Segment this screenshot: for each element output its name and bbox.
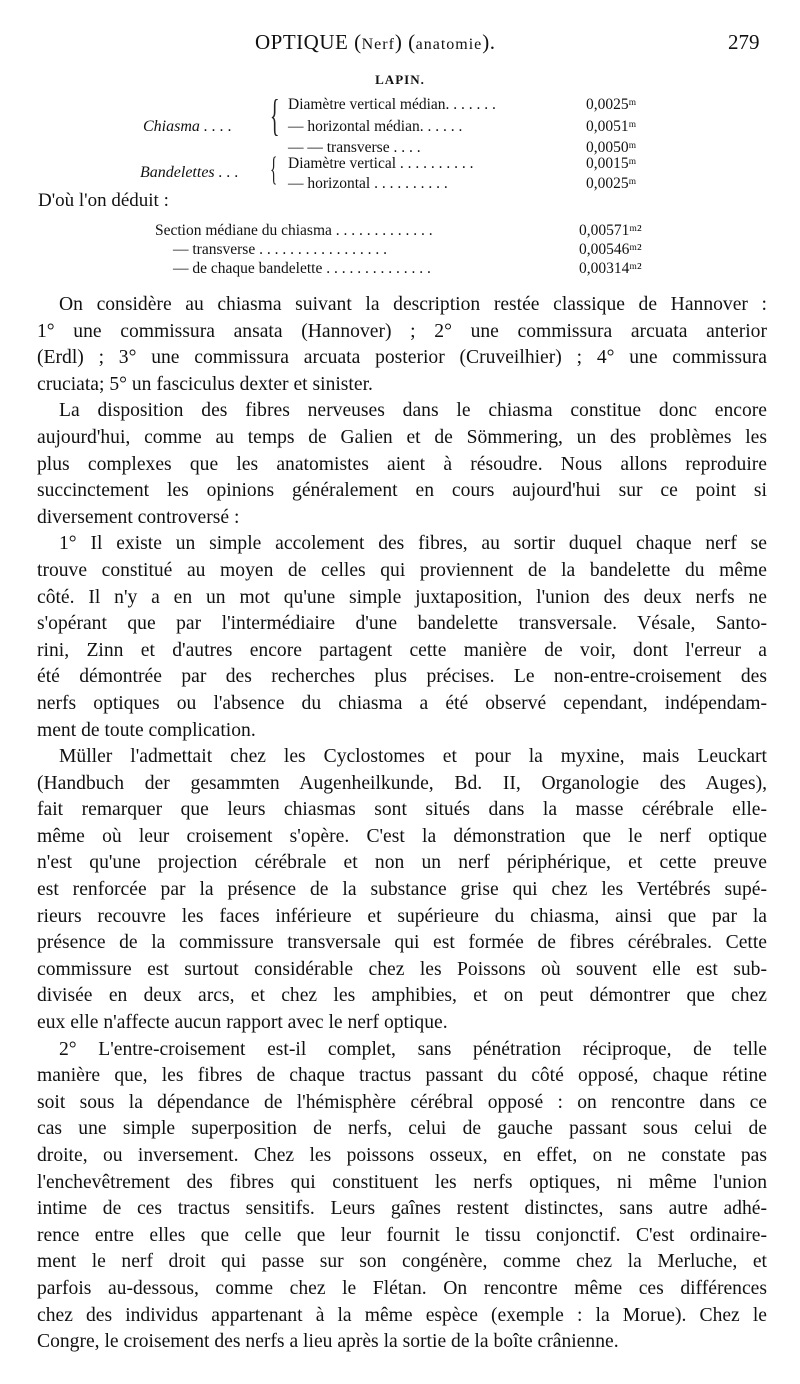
derived-row-2-label: — transverse . . . . . . . . . . . . . . . . . (173, 241, 387, 258)
chiasma-brace: { (270, 91, 280, 140)
text-line: cruciata; 5° un fasciculus dexter et sinister. (37, 373, 373, 395)
text-line: côté. Il n'y a en un mot qu'une simple juxtaposition, l'union des deux nerfs ne (37, 586, 767, 608)
text-line: eux elle n'affecte aucun rapport avec le nerf optique. (37, 1012, 448, 1034)
header-title-mid: ) ( (394, 30, 416, 54)
text-line: s'opérant que par l'intermédiaire d'une bandelette transversale. Vésale, Santo- (37, 613, 767, 635)
text-line: diversement controversé : (37, 506, 240, 528)
text-line: présence de la commissure transversale qui est formée de fibres cérébrales. Cette (37, 932, 767, 954)
text-line: 2° L'entre-croisement est-il complet, sans pénétration réciproque, de telle (59, 1038, 767, 1060)
text-line: été démontrée par des recherches plus précises. Le non-entre-croisement des (37, 666, 767, 688)
text-line: manière que, les fibres de chaque tractus passant du côté opposé, chaque rétine (37, 1065, 767, 1087)
paragraph-2 (37, 398, 767, 531)
measure-row-1-value: 0,0025ᵐ (586, 96, 637, 113)
text-line: même où leur croisement s'opère. C'est la démonstration que le nerf optique (37, 825, 767, 847)
bandelettes-brace: { (270, 151, 278, 188)
header-title-end: ). (482, 30, 496, 54)
text-line: est renforcée par la présence de la substance grise qui chez les Vertébrés supé- (37, 879, 767, 901)
header-title-anatomie: anatomie (415, 36, 483, 53)
measure-row-5-label: — horizontal . . . . . . . . . . (288, 175, 448, 192)
text-line: droite, ou inversement. Chez les poissons osseux, en effet, on ne constate pas (37, 1145, 767, 1166)
header-title-nerf: Nerf (361, 36, 395, 53)
text-line: aujourd'hui, comme au temps de Galien et de Sömmering, un des problèmes les (37, 426, 767, 448)
paragraph-1 (37, 292, 767, 398)
measure-row-2-value: 0,0051ᵐ (586, 118, 637, 135)
bandelettes-label: Bandelettes . . . (140, 164, 239, 181)
table-heading: LAPIN. (375, 72, 425, 87)
derived-row-1-label: Section médiane du chiasma . . . . . . . . . . . . . (155, 222, 433, 239)
derived-row-3-label: — de chaque bandelette . . . . . . . . . . . . . . (173, 260, 431, 277)
text-line: n'est qu'une projection cérébrale et non un nerf périphérique, et cette preuve (37, 852, 767, 874)
derived-row-3-value: 0,00314ᵐ² (579, 260, 642, 277)
text-line: 1° une commissura ansata (Hannover) ; 2° une commissura arcuata anterior (37, 320, 767, 342)
text-line: fait remarquer que leurs chiasmas sont situés dans la masse cérébrale elle- (37, 799, 767, 821)
text-line: 1° Il existe un simple accolement des fibres, au sortir duquel chaque nerf se (59, 533, 767, 555)
text-line: ment de toute complication. (37, 719, 256, 741)
text-line: intime de ces tractus sensitifs. Leurs gaînes restent distinctes, sans autre adhé- (37, 1198, 767, 1220)
text-line: rini, Zinn et d'autres encore partagent cette manière de voir, dont l'erreur a (37, 639, 767, 661)
paragraph-5 (37, 1037, 767, 1356)
measure-row-2-label: — horizontal médian. . . . . . (288, 118, 463, 135)
derived-row-2-value: 0,00546ᵐ² (579, 241, 642, 258)
text-line: rieurs recouvre les faces inférieure et supérieure du chiasma, ainsi que par la (37, 905, 767, 927)
chiasma-label: Chiasma . . . . (143, 118, 232, 135)
paragraph-3 (37, 531, 767, 744)
text-line: soit sous la dépendance de l'hémisphère cérébral opposé : on rencontre dans ce (37, 1091, 767, 1113)
deduit-heading: D'où l'on déduit : (38, 190, 169, 211)
text-line: On considère au chiasma suivant la description restée classique de Hannover : (59, 294, 767, 315)
text-line: nerfs optiques ou l'absence du chiasma a été observé cependant, indépendam- (37, 692, 767, 714)
header-title (255, 30, 496, 55)
measure-row-3-value: 0,0050ᵐ (586, 139, 637, 156)
page-number: 279 (728, 30, 760, 54)
measure-row-1-label: Diamètre vertical médian. . . . . . . (288, 96, 496, 113)
measure-row-5-value: 0,0025ᵐ (586, 175, 637, 192)
text-line: parfois au-dessous, comme chez le Flétan. On rencontre même ces différences (37, 1277, 767, 1299)
text-line: La disposition des fibres nerveuses dans le chiasma constitue donc encore (59, 400, 767, 422)
measure-row-4-value: 0,0015ᵐ (586, 155, 637, 172)
measure-row-3-label: — — transverse . . . . (288, 139, 421, 156)
text-line: Müller l'admettait chez les Cyclostomes et pour la myxine, mais Leuckart (59, 746, 767, 768)
text-line: rence entre elles que celle que leur fournit le tissu conjonctif. C'est ordinaire- (37, 1224, 767, 1246)
text-line: l'enchevêtrement des fibres qui constituent les nerfs optiques, ni même l'union (37, 1171, 767, 1193)
text-line: commissure est surtout considérable chez les Poissons où souvent elle est sub- (37, 958, 767, 980)
text-line: chez des individus appartenant à la même espèce (exemple : la Morue). Chez le (37, 1304, 767, 1326)
text-line: Congre, le croisement des nerfs a lieu après la sortie de la boîte crânienne. (37, 1331, 619, 1353)
text-line: succinctement les opinions généralement en cours aujourd'hui sur ce point si (37, 480, 767, 502)
header-title-main: OPTIQUE ( (255, 30, 362, 54)
text-line: trouve constitué au moyen de celles qui proviennent de la bandelette du même (37, 559, 767, 581)
measure-row-4-label: Diamètre vertical . . . . . . . . . . (288, 155, 474, 172)
running-header (0, 30, 800, 60)
body-text (37, 292, 767, 1356)
text-line: (Erdl) ; 3° une commissura arcuata posterior (Cruveilhier) ; 4° une commissura (37, 347, 767, 369)
text-line: plus complexes que les anatomistes aient à résoudre. Nous allons reproduire (37, 453, 767, 475)
text-line: (Handbuch der gesammten Augenheilkunde, Bd. II, Organologie des Auges), (37, 772, 767, 794)
text-line: ment le nerf droit qui passe sur son congénère, comme chez la Merluche, et (37, 1251, 767, 1273)
derived-row-1-value: 0,00571ᵐ² (579, 222, 642, 239)
paragraph-4 (37, 744, 767, 1037)
text-line: cas une simple superposition de nerfs, celui de gauche passant sous celui de (37, 1118, 767, 1140)
text-line: divisée en deux arcs, et chez les amphibies, et on peut démontrer que chez (37, 985, 767, 1007)
